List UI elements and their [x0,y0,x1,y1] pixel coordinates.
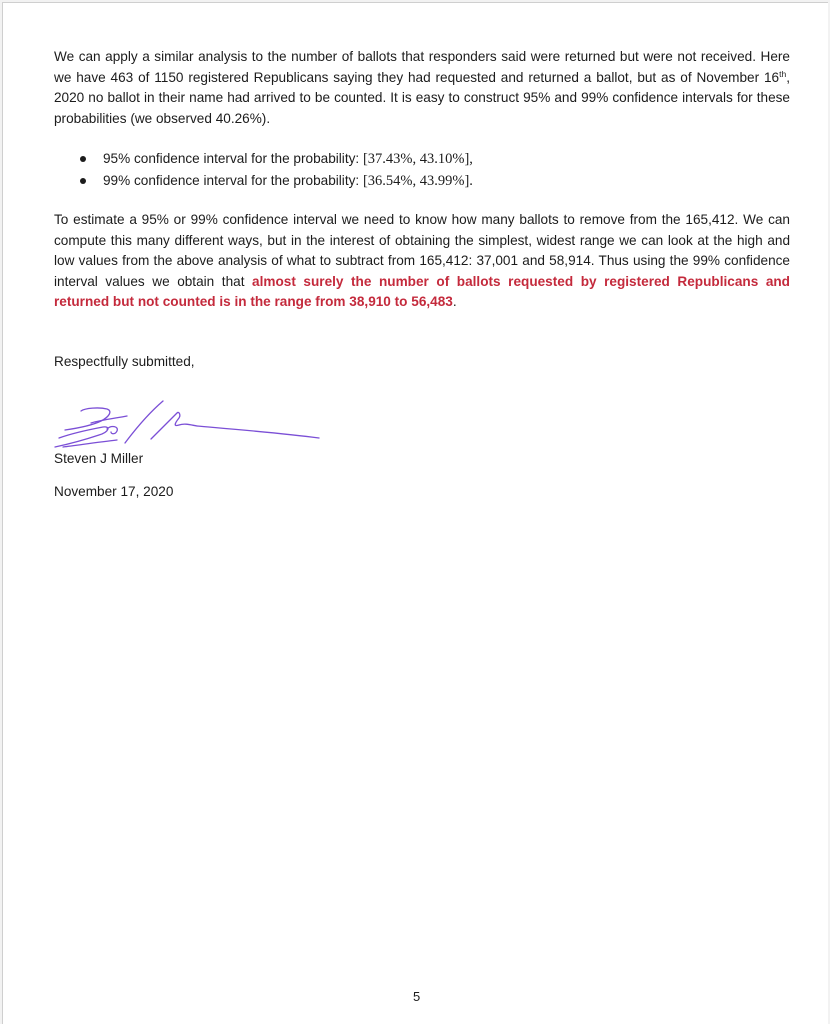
interval-value: [36.54%, 43.99%]. [362,173,473,189]
bullet-label: 99% confidence interval for the probability: [103,173,363,188]
paragraph-confidence-estimate [54,210,790,313]
paragraph-ballots-returned-not-received [54,47,790,129]
closing-text: Respectfully submitted, [54,354,195,369]
list-item [75,148,473,170]
bullet-icon [80,178,86,184]
paragraph2-text: To estimate a 95% or 99% confidence interval we need to know how many ballots to remove from the 165,412. We can compute this many different ways, but in the interest of obtaining the simplest, widest range we can look at the high and low values from the above analysis of what to subtract from 165,412: 37,001 and 58,914. Thus using the 99% confidence interval values we obtain that [54,212,790,289]
bullet-icon [80,156,86,162]
ordinal-superscript: th [779,68,787,79]
signer-name: Steven J Miller [54,451,144,466]
paragraph2-end: . [452,294,457,309]
page-number: 5 [413,989,421,1004]
signature-date: November 17, 2020 [54,484,174,499]
bullet-label: 95% confidence interval for the probability: [103,151,363,166]
list-item [75,170,473,192]
confidence-interval-list [75,148,473,192]
paragraph1-text-start: We can apply a similar analysis to the number of ballots that responders said were returned but were not received. Here we have 463 of 1150 registered Republicans saying they had requested and returned a ballot, but as of November 16 [54,49,790,85]
document-page [2,2,828,1024]
paragraph1-text-end: , 2020 no ballot in their name had arrived to be counted. It is easy to construct 95% and 99% confidence intervals for these probabilities (we observed 40.26%). [54,69,790,126]
highlighted-conclusion: almost surely the number of ballots requested by registered Republicans and returned but not counted is in the range from 38,910 to 56,483 [54,273,790,309]
interval-value: [37.43%, 43.10%], [362,151,473,167]
